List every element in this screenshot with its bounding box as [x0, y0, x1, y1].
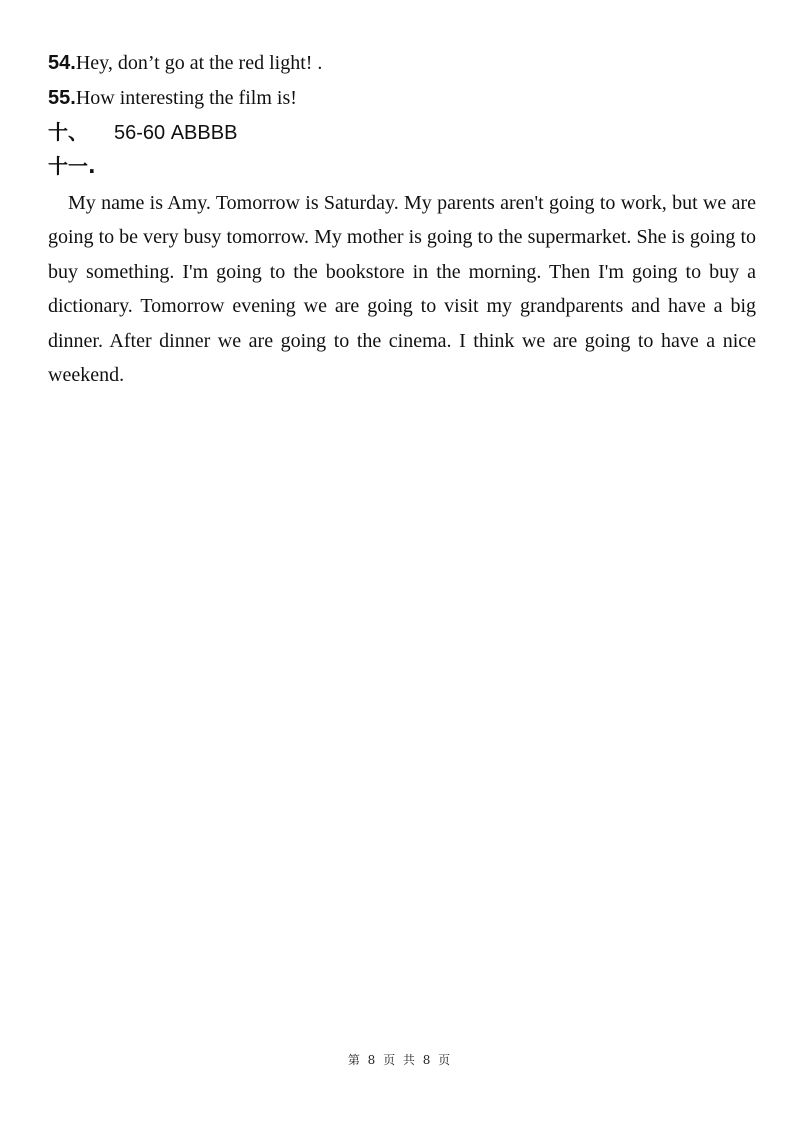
answer-55: [48, 85, 297, 111]
answer-text: How interesting the film is!: [75, 87, 297, 109]
section-heading: 十、: [48, 120, 88, 144]
section-answer: 56-60 ABBBB: [114, 122, 238, 144]
question-number: 55.: [48, 87, 76, 109]
page-footer: 第 8 页 共 8 页: [347, 1053, 453, 1067]
section-11: [48, 153, 96, 180]
section-heading: 十一.: [48, 154, 96, 178]
question-number: 54.: [48, 52, 76, 74]
answer-text: Hey, don’t go at the red light! .: [75, 52, 323, 74]
writing-passage: My name is Amy. Tomorrow is Saturday. My parents aren't going to work, but we are going to be very busy tomorrow. My mother is going to the supermarket. She is going to buy something. I'm going to the bookstore in the morning. Then I'm going to buy a dictionary. Tomorrow evening we are going to visit my grandparents and have a big dinner. After dinner we are going to the cinema. I think we are going to have a nice weekend.: [48, 192, 756, 387]
section-10: [48, 119, 237, 146]
answer-54: [48, 50, 322, 76]
